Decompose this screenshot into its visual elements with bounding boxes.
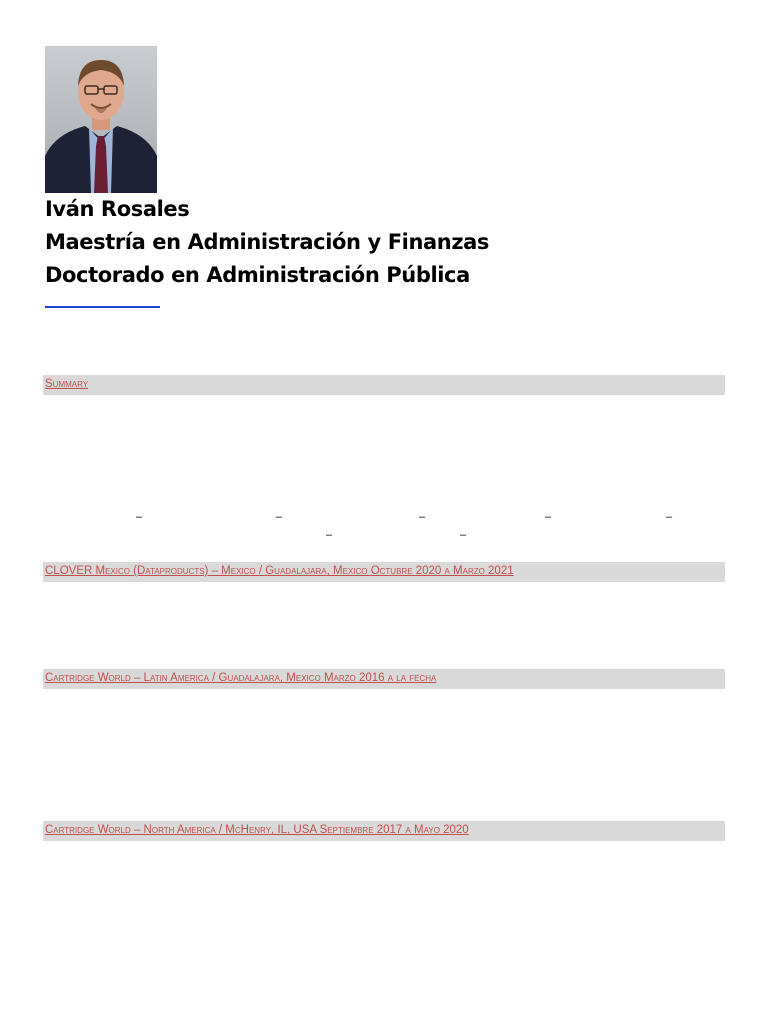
- degree-masters: Maestría en Administración y Finanzas: [45, 230, 490, 254]
- section-summary: [43, 375, 725, 395]
- section-cartridge-world-latam: [43, 669, 725, 689]
- person-name: Iván Rosales: [45, 197, 190, 221]
- separator-dash: –: [326, 529, 333, 541]
- section-clover-mexico: [43, 562, 725, 582]
- section-clover-mexico-title[interactable]: CLOVER Mexico (Dataproducts) – Mexico / Guadalajara, Mexico Octubre 2020 a Marzo 2021: [45, 565, 514, 577]
- separator-dash: –: [545, 511, 552, 523]
- section-cartridge-world-na-title[interactable]: Cartridge World – North America / McHenry, IL, USA Septiembre 2017 a Mayo 2020: [45, 824, 469, 836]
- separator-dash: –: [136, 511, 143, 523]
- separator-dash: –: [276, 511, 283, 523]
- portrait-image: [45, 46, 157, 193]
- section-cartridge-world-latam-title[interactable]: Cartridge World – Latin America / Guadalajara, Mexico Marzo 2016 a la fecha: [45, 672, 437, 684]
- section-summary-title[interactable]: Summary: [45, 378, 89, 390]
- degree-doctorate: Doctorado en Administración Pública: [45, 263, 470, 287]
- separator-dash: –: [666, 511, 673, 523]
- section-cartridge-world-na: [43, 821, 725, 841]
- header-underline: [45, 306, 160, 308]
- separator-dash: –: [460, 529, 467, 541]
- separator-dash: –: [419, 511, 426, 523]
- profile-photo: [45, 46, 157, 193]
